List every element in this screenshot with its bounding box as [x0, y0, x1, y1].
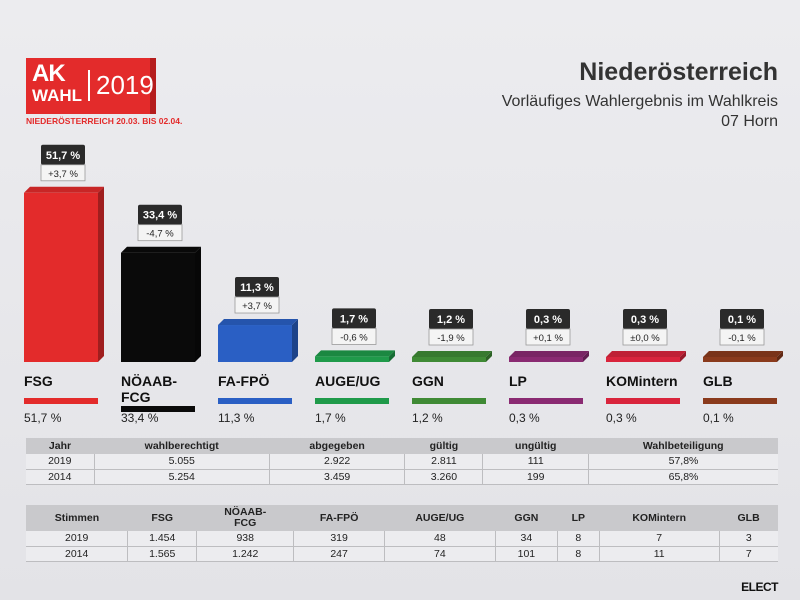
table-cell: 34 — [495, 531, 557, 546]
legend-swatch — [218, 398, 292, 404]
results-bar-chart — [0, 130, 800, 435]
table-cell: 5.254 — [94, 469, 269, 484]
table-cell: 8 — [557, 531, 599, 546]
votes-header-cell: GLB — [719, 505, 778, 531]
turnout-header-cell: Wahlbeteiligung — [589, 438, 779, 454]
table-cell: 3.260 — [405, 469, 483, 484]
bar — [509, 357, 583, 362]
votes-header-cell: LP — [557, 505, 599, 531]
change-label: +3,7 % — [242, 301, 272, 313]
bar-top — [218, 319, 298, 325]
value-label: 0,3 % — [630, 314, 660, 326]
table-cell: 57,8% — [589, 454, 779, 469]
turnout-header-cell: Jahr — [26, 438, 94, 454]
table-row — [26, 469, 778, 484]
votes-table — [26, 505, 778, 562]
value-label: 33,4 % — [142, 209, 178, 222]
logo-subtitle: NIEDERÖSTERREICH 20.03. BIS 02.04. — [26, 116, 183, 126]
pct-label: 1,7 % — [315, 411, 346, 425]
subtitle-line-1: Vorläufiges Wahlergebnis im Wahlkreis — [501, 93, 778, 110]
bar-top — [24, 187, 104, 193]
pct-label: 0,3 % — [509, 411, 540, 425]
table-cell: 5.055 — [94, 454, 269, 469]
bar-top — [315, 350, 395, 356]
ak-wahl-logo — [26, 58, 183, 128]
bar — [218, 325, 292, 362]
value-label: 1,7 % — [339, 313, 369, 326]
elect-brand: ELECT — [741, 580, 778, 594]
table-cell: 3 — [719, 531, 778, 546]
votes-table-header — [26, 505, 778, 531]
category-label: FA-FPÖ — [218, 373, 270, 389]
table-cell: 74 — [384, 546, 495, 561]
votes-header-cell: AUGE/UG — [384, 505, 495, 531]
table-cell: 8 — [557, 546, 599, 561]
category-label: LP — [509, 373, 527, 389]
page-title: Niederösterreich — [579, 58, 778, 86]
votes-header-cell: GGN — [495, 505, 557, 531]
table-cell: 2014 — [26, 546, 128, 561]
category-label: FCG — [121, 389, 151, 405]
table-row — [26, 546, 778, 561]
value-label: 51,7 % — [45, 149, 81, 162]
logo-block — [26, 58, 156, 114]
table-cell: 11 — [599, 546, 719, 561]
logo-ak-text: AK — [32, 60, 65, 87]
change-label: -1,9 % — [437, 333, 465, 344]
table-cell: 7 — [599, 531, 719, 546]
bar-group-7 — [703, 309, 783, 425]
table-cell: 2.922 — [269, 454, 404, 469]
bar-group-3 — [315, 308, 395, 425]
table-cell: 65,8% — [589, 469, 779, 484]
turnout-table — [26, 438, 778, 485]
bar — [315, 356, 389, 362]
bar-group-6 — [606, 309, 686, 425]
table-cell: 7 — [719, 546, 778, 561]
legend-swatch — [24, 398, 98, 404]
table-cell: 48 — [384, 531, 495, 546]
turnout-header-cell: gültig — [405, 438, 483, 454]
table-cell: 2014 — [26, 469, 94, 484]
pct-label: 0,3 % — [606, 411, 637, 425]
legend-swatch — [606, 398, 680, 404]
bar-top — [703, 351, 783, 357]
bar-top — [509, 351, 589, 357]
bar-top — [606, 351, 686, 357]
category-label: GLB — [703, 373, 733, 389]
turnout-header-cell: ungültig — [483, 438, 589, 454]
table-cell: 111 — [483, 454, 589, 469]
bar — [606, 357, 680, 362]
value-label: 0,1 % — [727, 314, 757, 326]
table-row — [26, 531, 778, 546]
subtitle-line-2: 07 Horn — [721, 113, 778, 130]
page-subtitle — [502, 92, 778, 132]
value-label: 11,3 % — [240, 282, 274, 295]
bar — [412, 357, 486, 362]
votes-header-cell: FA-FPÖ — [294, 505, 385, 531]
table-cell: 1.565 — [128, 546, 197, 561]
category-label: AUGE/UG — [315, 373, 381, 389]
legend-swatch — [412, 398, 486, 404]
bar-side — [292, 319, 298, 362]
bar — [121, 253, 195, 362]
bar — [703, 357, 777, 362]
pct-label: 51,7 % — [24, 411, 62, 425]
table-cell: 319 — [294, 531, 385, 546]
votes-header-cell: Stimmen — [26, 505, 128, 531]
legend-swatch — [703, 398, 777, 404]
change-label: +0,1 % — [533, 333, 563, 344]
pct-label: 11,3 % — [218, 411, 255, 425]
table-cell: 2.811 — [405, 454, 483, 469]
votes-header-cell: KOMintern — [599, 505, 719, 531]
table-cell: 247 — [294, 546, 385, 561]
bar — [24, 193, 98, 362]
votes-header-cell: NÖAAB- FCG — [197, 505, 294, 531]
legend-swatch — [315, 398, 389, 404]
category-label: NÖAAB- — [121, 373, 177, 389]
pct-label: 33,4 % — [121, 411, 159, 425]
bar-group-0 — [24, 145, 104, 425]
bar-group-4 — [412, 309, 492, 425]
pct-label: 1,2 % — [412, 411, 443, 425]
bar-side — [195, 247, 201, 362]
category-label: GGN — [412, 373, 444, 389]
change-label: -0,6 % — [340, 332, 368, 344]
value-label: 0,3 % — [533, 314, 563, 326]
turnout-table-header — [26, 438, 778, 454]
turnout-header-cell: wahlberechtigt — [94, 438, 269, 454]
table-cell: 2019 — [26, 454, 94, 469]
bar-group-5 — [509, 309, 589, 425]
bar-side — [98, 187, 104, 362]
bar-group-1 — [121, 205, 201, 425]
logo-year: 2019 — [88, 70, 154, 101]
change-label: -4,7 % — [146, 228, 174, 240]
change-label: +3,7 % — [48, 168, 78, 180]
category-label: FSG — [24, 373, 53, 389]
table-cell: 1.454 — [128, 531, 197, 546]
votes-header-cell: FSG — [128, 505, 197, 531]
table-row — [26, 454, 778, 469]
pct-label: 0,1 % — [703, 411, 734, 425]
table-cell: 199 — [483, 469, 589, 484]
bar-top — [412, 351, 492, 357]
table-cell: 3.459 — [269, 469, 404, 484]
table-cell: 101 — [495, 546, 557, 561]
bar-top — [121, 247, 201, 253]
category-label: KOMintern — [606, 373, 678, 389]
change-label: ±0,0 % — [630, 333, 660, 344]
table-cell: 938 — [197, 531, 294, 546]
logo-wahl-text: WAHL — [32, 86, 83, 105]
legend-swatch — [509, 398, 583, 404]
table-cell: 1.242 — [197, 546, 294, 561]
value-label: 1,2 % — [436, 314, 466, 326]
change-label: -0,1 % — [728, 333, 756, 344]
table-cell: 2019 — [26, 531, 128, 546]
bar-group-2 — [218, 277, 298, 425]
turnout-header-cell: abgegeben — [269, 438, 404, 454]
